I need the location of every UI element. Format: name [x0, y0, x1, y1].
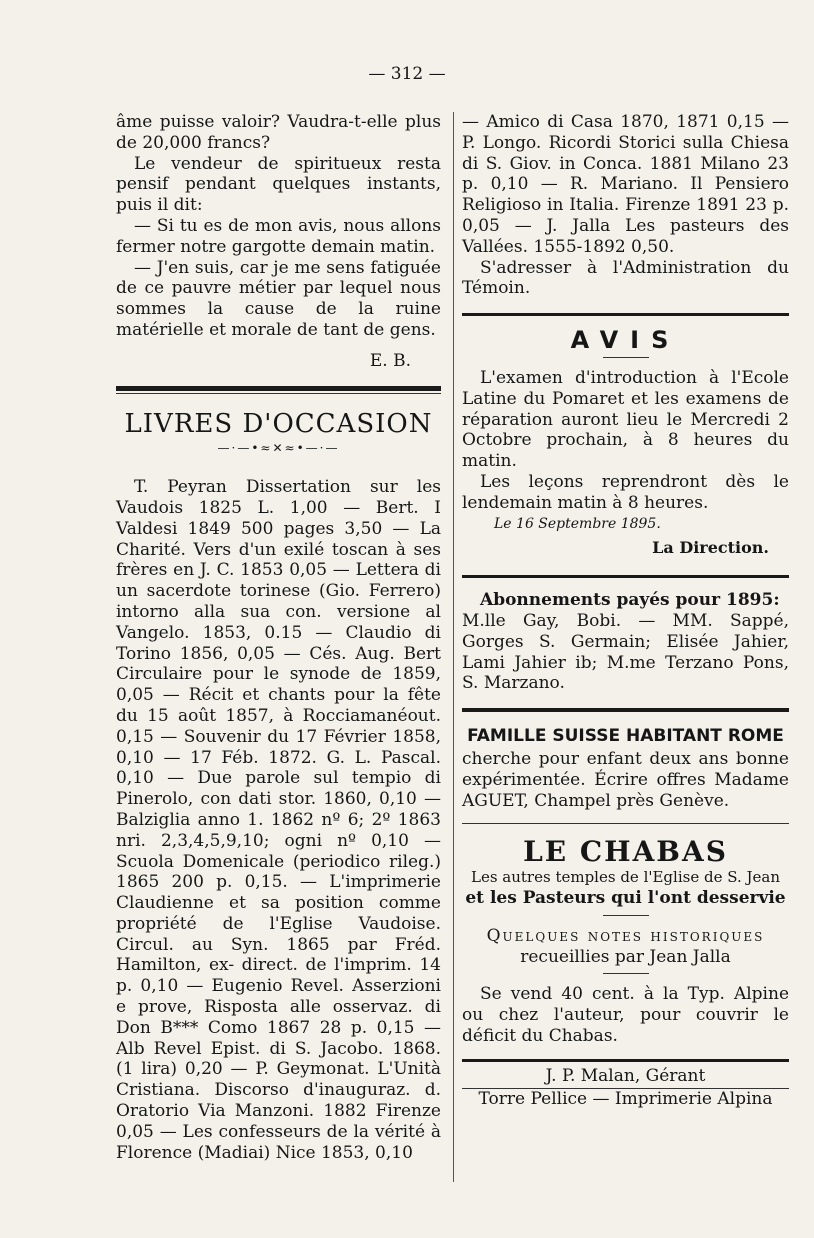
section-rule-thin — [462, 823, 789, 824]
flourish-ornament: —·—•≈✕≈•—·— — [217, 441, 340, 456]
chabas-vend: Se vend 40 cent. à la Typ. Alpine ou chez l'auteur, pour couvrir le déficit du Chabas. — [462, 984, 789, 1046]
chabas-notes: Quelques notes historiques — [486, 925, 765, 946]
section-rule — [462, 313, 789, 316]
chabas-notes: recueillies par Jean Jalla — [520, 946, 731, 967]
avis-signature: La Direction. — [652, 538, 769, 558]
column-divider — [453, 112, 454, 1182]
section-rule — [462, 708, 789, 712]
chabas-subtitle: et les Pasteurs qui l'ont desservie — [465, 887, 786, 908]
short-rule — [603, 915, 649, 916]
short-rule — [603, 973, 649, 974]
gerant-line: J. P. Malan, Gérant — [545, 1065, 706, 1086]
short-rule — [603, 357, 649, 358]
avis-text: Les leçons reprendront dès le lendemain matin à 8 heures. — [462, 471, 789, 513]
famille-title: FAMILLE SUISSE HABITANT ROME — [467, 726, 784, 747]
avis-date: Le 16 Septembre 1895. — [494, 515, 661, 532]
section-rule — [462, 1059, 789, 1062]
story-signature: E. B. — [369, 350, 411, 371]
right-column — [462, 112, 789, 1110]
livres-continued: — Amico di Casa 1870, 1871 0,15 — P. Longo. Ricordi Storici sulla Chiesa di S. Giov. in Conca. 1881 Milano 23 p. 0,10 — R. Mariano. Il Pensiero Religioso in Italia. Firenze 1891 23 p. 0,05 — J. Jalla Les pasteurs des Vallées. 1555-1892 0,50. — [462, 112, 789, 257]
abonnements-head: Abonnements payés pour 1895: — [480, 590, 780, 611]
abonnements-text: M.lle Gay, Bobi. — MM. Sappé, Gorges S. Germain; Elisée Jahier, Lami Jahier ib; M.me Terzano Pons, S. Marzano. — [462, 610, 789, 694]
left-column — [116, 112, 441, 1163]
livres-title: LIVRES D'OCCASION — [124, 408, 433, 439]
section-rule — [116, 386, 441, 391]
story-paragraph: — Si tu es de mon avis, nous allons fermer notre gargotte demain matin. — [116, 215, 441, 257]
story-paragraph: âme puisse valoir? Vaudra-t-elle plus de 20,000 francs? — [116, 112, 441, 153]
imprimerie-line: Torre Pellice — Imprimerie Alpina — [478, 1089, 773, 1110]
page-number: — 312 — — [368, 64, 446, 84]
adresser-note: S'adresser à l'Administration du Témoin. — [462, 257, 789, 299]
section-rule — [462, 575, 789, 578]
livres-text: T. Peyran Dissertation sur les Vaudois 1825 L. 1,00 — Bert. I Valdesi 1849 500 pages 3,50 — La Charité. Vers d'un exilé toscan à ses frères en J. C. 1853 0,05 — Lettera di un sacerdote torinese (Gio. Ferrero) intorno alla sua con. versione al Vangelo. 1853, 0.15 — Claudio di Torino 1856, 0,05 — Cés. Aug. Bert Circulaire pour le synode de 1859, 0,05 — Récit et chants pour la fête du 15 août 1857, à Rocciamanéout. 0,15 — Souvenir du 17 Février 1858, 0,10 — 17 Féb. 1872. G. L. Pascal. 0,10 — Due parole sul tempio di Pinerolo, con dati stor. 1860, 0,10 — Balziglia anno 1. 1862 nº 6; 2º 1863 nri. 2,3,4,5,9,10; ogni nº 0,10 — Scuola Domenicale (periodico rileg.) 1865 200 p. 0,15. — L'imprimerie Claudienne et sa position comme propriété de l'Eglise Vaudoise. Circul. au Syn. 1865 par Fréd. Hamilton, ex- direct. de l'imprim. 14 p. 0,10 — Eugenio Revel. Asserzioni e prove, Risposta alle osservaz. di Don B*** Como 1867 28 p. 0,15 — Alb Revel Epist. di S. Jacobo. 1868. (1 lira) 0,20 — P. Geymonat. L'Unità Cristiana. Discorso d'inauguraz. d. Oratorio Via Manzoni. 1882 Firenze 0,05 — Les confesseurs de la vérité à Florence (Madiai) Nice 1853, 0,10 — [116, 477, 441, 1163]
story-paragraph: — J'en suis, car je me sens fatiguée de ce pauvre métier par lequel nous sommes la cause de la ruine matérielle et morale de tant de gens. — [116, 257, 441, 340]
chabas-subtitle: Les autres temples de l'Eglise de S. Jean — [471, 868, 780, 887]
section-rule-thin — [116, 393, 441, 394]
chabas-title: LE CHABAS — [523, 835, 728, 869]
avis-title: AVIS — [570, 326, 681, 355]
famille-text: cherche pour enfant deux ans bonne expérimentée. Écrire offres Madame AGUET, Champel près Genève. — [462, 748, 789, 811]
avis-text: L'examen d'introduction à l'Ecole Latine du Pomaret et les examens de réparation auront lieu le Mercredi 2 Octobre prochain, à 8 heures du matin. — [462, 367, 789, 472]
story-paragraph: Le vendeur de spiritueux resta pensif pendant quelques instants, puis il dit: — [116, 153, 441, 216]
